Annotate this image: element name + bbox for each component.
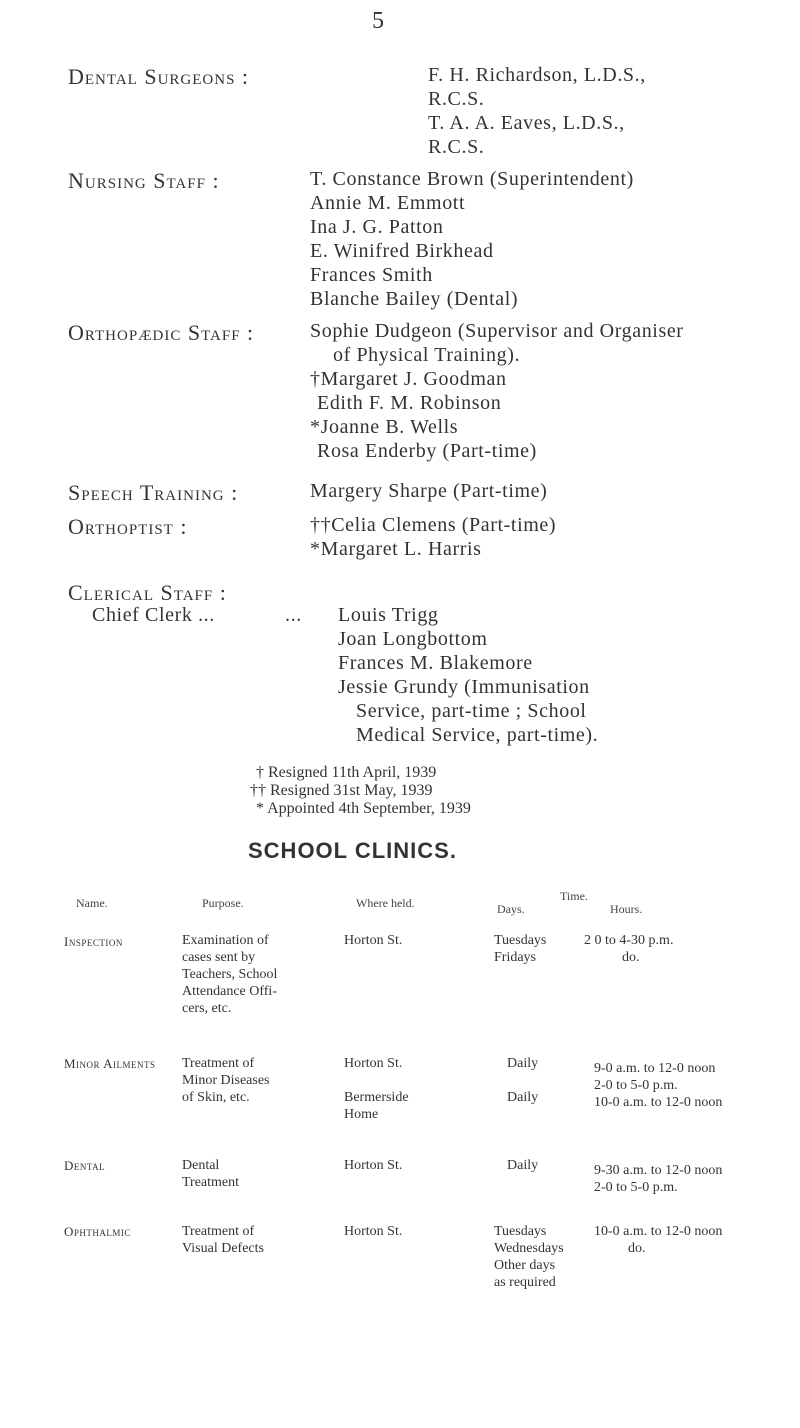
- clinic-days: Other days: [494, 1258, 556, 1273]
- nursing-line: Ina J. G. Patton: [310, 216, 444, 238]
- clinic-purpose: Minor Diseases: [182, 1073, 270, 1088]
- clinic-days: Daily: [507, 1056, 539, 1071]
- header-time: Time.: [560, 889, 588, 903]
- clinic-purpose: Treatment of: [182, 1224, 255, 1239]
- dental-line: R.C.S.: [428, 88, 485, 110]
- clinic-purpose: Treatment of: [182, 1056, 255, 1071]
- clinic-hours: 2 0 to 4-30 p.m.: [584, 933, 674, 948]
- header-name: Name.: [76, 896, 108, 910]
- nursing-line: Annie M. Emmott: [310, 192, 466, 214]
- clinic-name: Ophthalmic: [64, 1224, 131, 1239]
- clinic-hours: do.: [628, 1241, 646, 1256]
- orthopaedic-line: Edith F. M. Robinson: [317, 392, 502, 414]
- dental-line: T. A. A. Eaves, L.D.S.,: [428, 112, 625, 134]
- dental-line: F. H. Richardson, L.D.S.,: [428, 64, 646, 86]
- header-purpose: Purpose.: [202, 896, 244, 910]
- clinic-where: Horton St.: [344, 933, 403, 948]
- orthopaedic-line: *Joanne B. Wells: [310, 416, 459, 438]
- clinic-purpose: Treatment: [182, 1175, 240, 1190]
- footnote: * Appointed 4th September, 1939: [256, 800, 471, 817]
- header-days: Days.: [497, 902, 525, 916]
- clerical-line: Service, part-time ; School: [356, 700, 587, 722]
- clinic-days: as required: [494, 1275, 556, 1290]
- clerical-line: Louis Trigg: [338, 604, 439, 626]
- footnote: † Resigned 11th April, 1939: [256, 764, 437, 781]
- clinic-purpose: Examination of: [182, 933, 269, 948]
- clinic-where: Horton St.: [344, 1056, 403, 1071]
- orthoptist-line: *Margaret L. Harris: [310, 538, 482, 560]
- clinic-days: Daily: [507, 1090, 539, 1105]
- nursing-line: T. Constance Brown (Superintendent): [310, 168, 634, 190]
- chief-clerk-label: Chief Clerk ...: [92, 604, 215, 626]
- clerical-line: Jessie Grundy (Immunisation: [338, 676, 590, 698]
- clinic-hours: 10-0 a.m. to 12-0 noon: [594, 1095, 723, 1110]
- clinic-hours: do.: [622, 950, 640, 965]
- clerical-line: Frances M. Blakemore: [338, 652, 533, 674]
- dental-line: R.C.S.: [428, 136, 485, 158]
- clinic-name: Dental: [64, 1158, 106, 1173]
- clinic-name: Inspection: [64, 934, 123, 949]
- dental-surgeons-label: Dental Surgeons :: [68, 64, 250, 89]
- clinic-purpose: Dental: [182, 1158, 220, 1173]
- clinic-where: Bermerside: [344, 1090, 409, 1105]
- clerical-line: Medical Service, part-time).: [356, 724, 599, 746]
- orthoptist-label: Orthoptist :: [68, 514, 188, 539]
- clinic-purpose: of Skin, etc.: [182, 1090, 250, 1105]
- orthopaedic-line: Sophie Dudgeon (Supervisor and Organiser: [310, 320, 684, 342]
- clinic-hours: 2-0 to 5-0 p.m.: [594, 1078, 678, 1093]
- orthopaedic-line: Rosa Enderby (Part-time): [317, 440, 537, 462]
- clinic-hours: 10-0 a.m. to 12-0 noon: [594, 1224, 723, 1239]
- clinic-where: Home: [344, 1107, 379, 1122]
- nursing-line: E. Winifred Birkhead: [310, 240, 494, 262]
- clinic-days: Daily: [507, 1158, 539, 1173]
- clinic-days: Fridays: [494, 950, 536, 965]
- orthopaedic-line: of Physical Training).: [333, 344, 521, 366]
- speech-training-value: Margery Sharpe (Part-time): [310, 480, 548, 502]
- leader-dots: ...: [285, 604, 302, 626]
- speech-training-label: Speech Training :: [68, 480, 239, 505]
- clerical-staff-label: Clerical Staff :: [68, 580, 227, 605]
- clinic-purpose: Teachers, School: [182, 967, 278, 982]
- clinic-purpose: cers, etc.: [182, 1001, 232, 1016]
- clinic-days: Wednesdays: [494, 1241, 564, 1256]
- orthopaedic-line: †Margaret J. Goodman: [310, 368, 507, 390]
- clerical-line: Joan Longbottom: [338, 628, 488, 650]
- clinic-hours: 9-30 a.m. to 12-0 noon: [594, 1163, 723, 1178]
- page-number: 5: [372, 8, 384, 34]
- orthoptist-line: ††Celia Clemens (Part-time): [310, 514, 557, 536]
- header-where: Where held.: [356, 896, 415, 910]
- nursing-staff-label: Nursing Staff :: [68, 168, 220, 193]
- clinics-title: SCHOOL CLINICS.: [248, 838, 457, 863]
- clinic-name: Minor Ailments: [64, 1056, 156, 1071]
- clinic-days: Tuesdays: [494, 933, 547, 948]
- clinic-hours: 9-0 a.m. to 12-0 noon: [594, 1061, 716, 1076]
- clinic-purpose: Visual Defects: [182, 1241, 264, 1256]
- clinic-purpose: Attendance Offi-: [182, 984, 277, 999]
- clinic-where: Horton St.: [344, 1158, 403, 1173]
- header-hours: Hours.: [610, 902, 643, 916]
- footnote: †† Resigned 31st May, 1939: [250, 782, 433, 799]
- clinic-purpose: cases sent by: [182, 950, 256, 965]
- nursing-line: Blanche Bailey (Dental): [310, 288, 519, 310]
- clinic-where: Horton St.: [344, 1224, 403, 1239]
- orthopaedic-staff-label: Orthopædic Staff :: [68, 320, 255, 345]
- clinic-days: Tuesdays: [494, 1224, 547, 1239]
- nursing-line: Frances Smith: [310, 264, 433, 286]
- clinic-hours: 2-0 to 5-0 p.m.: [594, 1180, 678, 1195]
